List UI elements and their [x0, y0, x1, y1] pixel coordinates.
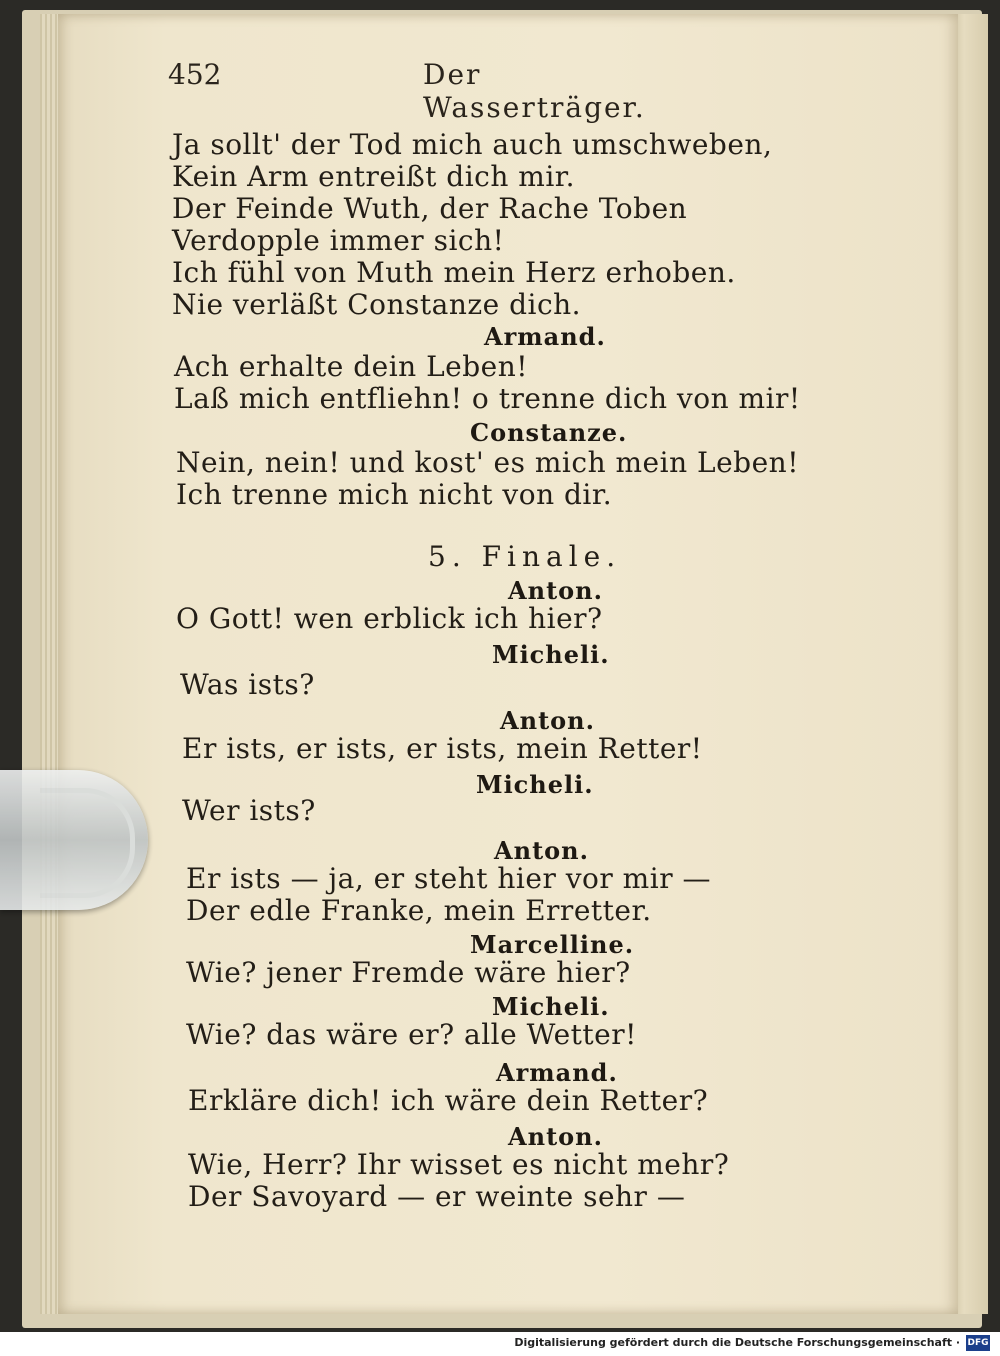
verse-line: O Gott! wen erblick ich hier?	[176, 602, 603, 635]
page-clip	[0, 770, 148, 910]
verse-line: Laß mich entfliehn! o trenne dich von mir!	[174, 382, 801, 415]
speaker-name: Anton.	[500, 706, 595, 735]
verse-line: Der Savoyard — er weinte sehr —	[188, 1180, 686, 1213]
verse-line: Ach erhalte dein Leben!	[174, 350, 529, 383]
speaker-name: Armand.	[484, 322, 606, 351]
speaker-name: Micheli.	[476, 770, 594, 799]
verse-line: Wer ists?	[182, 794, 316, 827]
running-head	[168, 58, 688, 124]
speaker-name: Armand.	[496, 1058, 618, 1087]
verse-line: Wie? jener Fremde wäre hier?	[186, 956, 631, 989]
digitization-footer	[0, 1332, 1000, 1356]
speaker-name: Constanze.	[470, 418, 628, 447]
verse-line: Wie, Herr? Ihr wisset es nicht mehr?	[188, 1148, 730, 1181]
running-title: Der Wasserträger.	[423, 58, 646, 124]
verse-line: Erkläre dich! ich wäre dein Retter?	[188, 1084, 709, 1117]
verse-line: Der edle Franke, mein Erretter.	[186, 894, 652, 927]
funding-credit: Digitalisierung gefördert durch die Deutsche Forschungsgemeinschaft ·	[514, 1336, 960, 1349]
verse-line: Nie verläßt Constanze dich.	[172, 288, 582, 321]
verse-line: Ich trenne mich nicht von dir.	[176, 478, 613, 511]
verse-line: Der Feinde Wuth, der Rache Toben	[172, 192, 688, 225]
verse-line: Er ists — ja, er steht hier vor mir —	[186, 862, 711, 895]
verse-line: Ich fühl von Muth mein Herz erhoben.	[172, 256, 736, 289]
section-heading: 5. Finale.	[428, 540, 622, 573]
verse-line: Nein, nein! und kost' es mich mein Leben!	[176, 446, 799, 479]
speaker-name: Anton.	[508, 576, 603, 605]
speaker-name: Marcelline.	[470, 930, 635, 959]
show-through-text	[866, 134, 1000, 1284]
dfg-logo: DFG	[966, 1335, 990, 1351]
verse-line: Was ists?	[180, 668, 315, 701]
verse-line: Kein Arm entreißt dich mir.	[172, 160, 576, 193]
speaker-name: Anton.	[508, 1122, 603, 1151]
verse-line: Er ists, er ists, er ists, mein Retter!	[182, 732, 703, 765]
page-number: 452	[168, 58, 222, 91]
verse-line: Ja sollt' der Tod mich auch umschweben,	[172, 128, 773, 161]
page-clip-loop	[40, 788, 135, 898]
verse-line: Verdopple immer sich!	[172, 224, 505, 257]
speaker-name: Anton.	[494, 836, 589, 865]
speaker-name: Micheli.	[492, 992, 610, 1021]
verse-line: Wie? das wäre er? alle Wetter!	[186, 1018, 637, 1051]
speaker-name: Micheli.	[492, 640, 610, 669]
